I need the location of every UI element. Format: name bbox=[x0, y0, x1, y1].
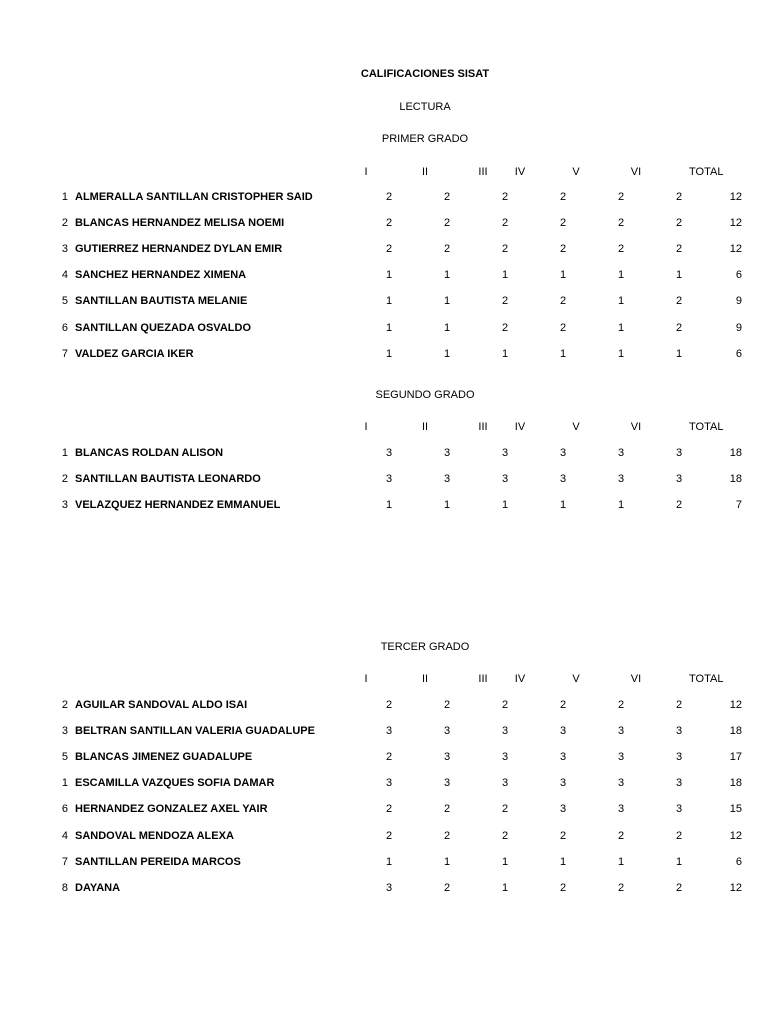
score-cell: 2 bbox=[385, 751, 393, 764]
score-cell: 1 bbox=[385, 321, 393, 334]
score-cell: 1 bbox=[385, 855, 393, 868]
score-cell: 2 bbox=[501, 699, 509, 711]
total-cell: 17 bbox=[729, 751, 742, 764]
score-cell: 1 bbox=[443, 295, 451, 308]
row-number: 1 bbox=[61, 447, 68, 459]
score-cell: 2 bbox=[443, 803, 451, 816]
score-cell: 1 bbox=[443, 347, 451, 360]
row-number: 4 bbox=[61, 829, 68, 842]
student-row bbox=[0, 699, 768, 713]
score-cell: 3 bbox=[559, 803, 567, 816]
score-cell: 1 bbox=[443, 499, 451, 512]
score-cell: 1 bbox=[385, 347, 393, 360]
total-cell: 6 bbox=[735, 347, 742, 360]
score-cell: 3 bbox=[617, 725, 625, 738]
score-cell: 3 bbox=[617, 777, 625, 790]
score-cell: 1 bbox=[617, 321, 625, 334]
score-cell: 2 bbox=[385, 829, 393, 842]
score-cell: 1 bbox=[385, 499, 393, 512]
student-name: ESCAMILLA VAZQUES SOFIA DAMAR bbox=[75, 777, 275, 790]
score-cell: 2 bbox=[501, 243, 509, 256]
score-cell: 2 bbox=[675, 499, 683, 512]
column-header-row bbox=[0, 421, 768, 435]
column-header-row bbox=[0, 673, 768, 687]
column-header: VI bbox=[630, 166, 642, 178]
score-cell: 1 bbox=[443, 269, 451, 282]
total-cell: 18 bbox=[729, 725, 742, 738]
student-name: BELTRAN SANTILLAN VALERIA GUADALUPE bbox=[75, 725, 315, 738]
score-cell: 1 bbox=[617, 269, 625, 282]
student-row bbox=[0, 499, 768, 513]
score-cell: 2 bbox=[443, 699, 451, 711]
student-row bbox=[0, 777, 768, 791]
subject-label: LECTURA bbox=[399, 101, 451, 113]
score-cell: 2 bbox=[675, 699, 683, 711]
score-cell: 3 bbox=[501, 473, 509, 486]
section-heading: PRIMER GRADO bbox=[381, 133, 469, 145]
score-cell: 2 bbox=[385, 243, 393, 256]
student-row bbox=[0, 751, 768, 765]
score-cell: 1 bbox=[385, 269, 393, 282]
row-number: 5 bbox=[61, 295, 68, 308]
score-cell: 3 bbox=[443, 447, 451, 459]
score-cell: 2 bbox=[385, 803, 393, 816]
student-name: SANTILLAN PEREIDA MARCOS bbox=[75, 855, 241, 868]
column-header: VI bbox=[630, 421, 642, 433]
student-name: VALDEZ GARCIA IKER bbox=[75, 347, 194, 360]
score-cell: 2 bbox=[617, 699, 625, 711]
score-cell: 2 bbox=[675, 191, 683, 203]
score-cell: 3 bbox=[443, 725, 451, 738]
score-cell: 2 bbox=[675, 295, 683, 308]
score-cell: 3 bbox=[443, 751, 451, 764]
score-cell: 2 bbox=[559, 243, 567, 256]
score-cell: 3 bbox=[559, 777, 567, 790]
score-cell: 2 bbox=[675, 321, 683, 334]
row-number: 2 bbox=[61, 473, 68, 486]
total-cell: 12 bbox=[729, 217, 742, 230]
student-row bbox=[0, 243, 768, 257]
score-cell: 3 bbox=[443, 777, 451, 790]
row-number: 3 bbox=[61, 725, 68, 738]
score-cell: 2 bbox=[501, 217, 509, 230]
row-number: 2 bbox=[61, 699, 68, 711]
column-header: II bbox=[421, 421, 429, 433]
score-cell: 2 bbox=[617, 243, 625, 256]
score-cell: 3 bbox=[675, 473, 683, 486]
score-cell: 1 bbox=[501, 499, 509, 512]
score-cell: 1 bbox=[501, 855, 509, 868]
score-cell: 2 bbox=[501, 295, 509, 308]
column-header: V bbox=[572, 673, 580, 685]
student-row bbox=[0, 322, 768, 336]
student-row bbox=[0, 725, 768, 739]
total-cell: 12 bbox=[729, 881, 742, 894]
score-cell: 3 bbox=[385, 777, 393, 790]
row-number: 3 bbox=[61, 243, 68, 256]
section-heading: SEGUNDO GRADO bbox=[375, 389, 475, 401]
total-cell: 15 bbox=[729, 803, 742, 816]
score-cell: 3 bbox=[385, 725, 393, 738]
total-cell: 7 bbox=[735, 499, 742, 512]
score-cell: 3 bbox=[443, 473, 451, 486]
column-header: I bbox=[364, 421, 368, 433]
score-cell: 1 bbox=[675, 855, 683, 868]
total-cell: 12 bbox=[729, 699, 742, 711]
score-cell: 1 bbox=[385, 295, 393, 308]
total-cell: 18 bbox=[729, 777, 742, 790]
total-cell: 18 bbox=[729, 447, 742, 459]
total-cell: 18 bbox=[729, 473, 742, 486]
column-header: I bbox=[364, 673, 368, 685]
total-cell: 9 bbox=[735, 295, 742, 308]
column-header: III bbox=[478, 166, 488, 178]
score-cell: 1 bbox=[559, 499, 567, 512]
score-cell: 2 bbox=[617, 191, 625, 203]
student-row bbox=[0, 803, 768, 817]
score-cell: 1 bbox=[617, 855, 625, 868]
student-name: SANTILLAN BAUTISTA MELANIE bbox=[75, 295, 248, 308]
score-cell: 1 bbox=[443, 321, 451, 334]
score-cell: 2 bbox=[501, 829, 509, 842]
row-number: 3 bbox=[61, 499, 68, 512]
column-header: II bbox=[421, 166, 429, 178]
score-cell: 2 bbox=[385, 699, 393, 711]
score-cell: 2 bbox=[675, 243, 683, 256]
student-name: DAYANA bbox=[75, 881, 121, 894]
score-cell: 2 bbox=[501, 191, 509, 203]
student-name: BLANCAS JIMENEZ GUADALUPE bbox=[75, 751, 253, 764]
score-cell: 1 bbox=[501, 347, 509, 360]
score-cell: 3 bbox=[559, 473, 567, 486]
score-cell: 2 bbox=[443, 191, 451, 203]
score-cell: 2 bbox=[501, 321, 509, 334]
student-row bbox=[0, 217, 768, 231]
score-cell: 3 bbox=[501, 777, 509, 790]
row-number: 7 bbox=[61, 855, 68, 868]
column-header: V bbox=[572, 166, 580, 178]
column-header: IV bbox=[514, 421, 526, 433]
column-header: II bbox=[421, 673, 429, 685]
score-cell: 3 bbox=[675, 777, 683, 790]
score-cell: 2 bbox=[559, 321, 567, 334]
score-cell: 2 bbox=[443, 243, 451, 256]
score-cell: 2 bbox=[559, 881, 567, 894]
row-number: 5 bbox=[61, 751, 68, 764]
score-cell: 2 bbox=[559, 699, 567, 711]
student-name: AGUILAR SANDOVAL ALDO ISAI bbox=[75, 699, 248, 711]
student-name: GUTIERREZ HERNANDEZ DYLAN EMIR bbox=[75, 243, 283, 256]
score-cell: 2 bbox=[559, 217, 567, 230]
score-cell: 2 bbox=[617, 881, 625, 894]
score-cell: 1 bbox=[617, 499, 625, 512]
score-cell: 1 bbox=[617, 347, 625, 360]
student-row bbox=[0, 348, 768, 362]
score-cell: 3 bbox=[675, 751, 683, 764]
row-number: 7 bbox=[61, 347, 68, 360]
column-header: VI bbox=[630, 673, 642, 685]
row-number: 1 bbox=[61, 191, 68, 203]
column-header-row bbox=[0, 166, 768, 180]
student-name: VELAZQUEZ HERNANDEZ EMMANUEL bbox=[75, 499, 281, 512]
score-cell: 1 bbox=[501, 881, 509, 894]
total-cell: 6 bbox=[735, 855, 742, 868]
score-cell: 3 bbox=[675, 803, 683, 816]
score-cell: 3 bbox=[617, 473, 625, 486]
score-cell: 3 bbox=[675, 725, 683, 738]
row-number: 6 bbox=[61, 803, 68, 816]
score-cell: 3 bbox=[501, 751, 509, 764]
total-cell: 9 bbox=[735, 321, 742, 334]
score-cell: 3 bbox=[501, 447, 509, 459]
student-name: SANCHEZ HERNANDEZ XIMENA bbox=[75, 269, 247, 282]
score-cell: 2 bbox=[617, 217, 625, 230]
row-number: 2 bbox=[61, 217, 68, 230]
student-row bbox=[0, 856, 768, 870]
student-row bbox=[0, 269, 768, 283]
score-cell: 1 bbox=[675, 269, 683, 282]
row-number: 6 bbox=[61, 321, 68, 334]
score-cell: 2 bbox=[443, 881, 451, 894]
score-cell: 1 bbox=[559, 855, 567, 868]
score-cell: 3 bbox=[617, 803, 625, 816]
score-cell: 2 bbox=[443, 829, 451, 842]
score-cell: 3 bbox=[385, 447, 393, 459]
score-cell: 3 bbox=[559, 751, 567, 764]
row-number: 8 bbox=[61, 881, 68, 894]
column-header: TOTAL bbox=[689, 421, 724, 433]
score-cell: 3 bbox=[559, 725, 567, 738]
student-name: SANTILLAN BAUTISTA LEONARDO bbox=[75, 473, 261, 486]
student-row bbox=[0, 295, 768, 309]
score-cell: 2 bbox=[675, 829, 683, 842]
score-cell: 3 bbox=[501, 725, 509, 738]
column-header: I bbox=[364, 166, 368, 178]
student-name: BLANCAS HERNANDEZ MELISA NOEMI bbox=[75, 217, 285, 230]
student-row bbox=[0, 830, 768, 844]
student-name: ALMERALLA SANTILLAN CRISTOPHER SAID bbox=[75, 191, 313, 203]
score-cell: 1 bbox=[443, 855, 451, 868]
score-cell: 3 bbox=[675, 447, 683, 459]
score-cell: 1 bbox=[559, 347, 567, 360]
column-header: TOTAL bbox=[689, 673, 724, 685]
score-cell: 2 bbox=[559, 829, 567, 842]
student-row bbox=[0, 473, 768, 487]
column-header: V bbox=[572, 421, 580, 433]
student-name: HERNANDEZ GONZALEZ AXEL YAIR bbox=[75, 803, 268, 816]
score-cell: 1 bbox=[675, 347, 683, 360]
total-cell: 12 bbox=[729, 829, 742, 842]
score-cell: 1 bbox=[559, 269, 567, 282]
column-header: III bbox=[478, 673, 488, 685]
score-cell: 3 bbox=[617, 447, 625, 459]
score-cell: 2 bbox=[675, 217, 683, 230]
column-header: TOTAL bbox=[689, 166, 724, 178]
score-cell: 2 bbox=[443, 217, 451, 230]
section-heading: TERCER GRADO bbox=[380, 641, 470, 653]
score-cell: 1 bbox=[501, 269, 509, 282]
score-cell: 2 bbox=[675, 881, 683, 894]
score-cell: 2 bbox=[617, 829, 625, 842]
total-cell: 6 bbox=[735, 269, 742, 282]
student-name: SANTILLAN QUEZADA OSVALDO bbox=[75, 321, 251, 334]
score-cell: 2 bbox=[559, 295, 567, 308]
score-cell: 1 bbox=[617, 295, 625, 308]
column-header: IV bbox=[514, 166, 526, 178]
row-number: 4 bbox=[61, 269, 68, 282]
score-cell: 2 bbox=[385, 191, 393, 203]
total-cell: 12 bbox=[729, 243, 742, 256]
student-row bbox=[0, 447, 768, 461]
column-header: IV bbox=[514, 673, 526, 685]
column-header: III bbox=[478, 421, 488, 433]
row-number: 1 bbox=[61, 777, 68, 790]
student-name: BLANCAS ROLDAN ALISON bbox=[75, 447, 224, 459]
score-cell: 3 bbox=[617, 751, 625, 764]
student-row bbox=[0, 191, 768, 205]
score-cell: 3 bbox=[385, 881, 393, 894]
student-row bbox=[0, 882, 768, 896]
score-cell: 3 bbox=[559, 447, 567, 459]
student-name: SANDOVAL MENDOZA ALEXA bbox=[75, 829, 234, 842]
score-cell: 2 bbox=[501, 803, 509, 816]
score-cell: 2 bbox=[559, 191, 567, 203]
score-cell: 3 bbox=[385, 473, 393, 486]
total-cell: 12 bbox=[729, 191, 742, 203]
score-cell: 2 bbox=[385, 217, 393, 230]
document-title: CALIFICACIONES SISAT bbox=[360, 68, 490, 80]
